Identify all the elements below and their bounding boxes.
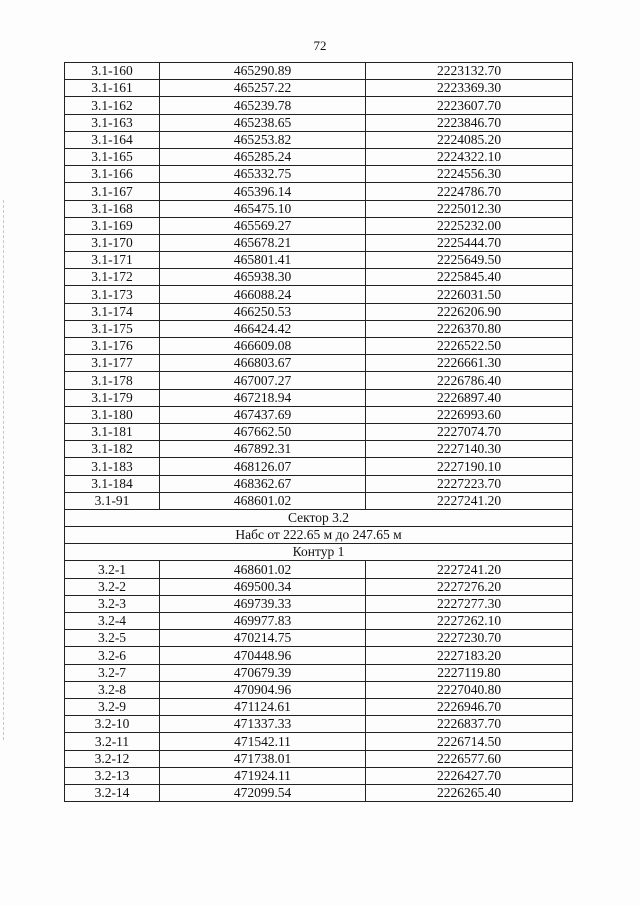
x-coordinate-cell: 467007.27 — [160, 372, 366, 389]
y-coordinate-cell: 2224085.20 — [366, 131, 573, 148]
point-id-cell: 3.2-4 — [65, 613, 160, 630]
x-coordinate-cell: 470214.75 — [160, 630, 366, 647]
sector-subtitle: Набс от 222.65 м до 247.65 м — [65, 527, 573, 544]
table-row — [65, 63, 573, 80]
table-row — [65, 423, 573, 440]
table-row — [65, 234, 573, 251]
point-id-cell: 3.1-178 — [65, 372, 160, 389]
x-coordinate-cell: 466424.42 — [160, 320, 366, 337]
x-coordinate-cell: 468601.02 — [160, 492, 366, 509]
point-id-cell: 3.2-13 — [65, 767, 160, 784]
table-row — [65, 647, 573, 664]
point-id-cell: 3.2-5 — [65, 630, 160, 647]
y-coordinate-cell: 2223846.70 — [366, 114, 573, 131]
x-coordinate-cell: 466803.67 — [160, 355, 366, 372]
point-id-cell: 3.1-181 — [65, 423, 160, 440]
point-id-cell: 3.1-170 — [65, 234, 160, 251]
y-coordinate-cell: 2227241.20 — [366, 492, 573, 509]
y-coordinate-cell: 2226577.60 — [366, 750, 573, 767]
sector-header — [65, 509, 573, 561]
y-coordinate-cell: 2227190.10 — [366, 458, 573, 475]
y-coordinate-cell: 2224786.70 — [366, 183, 573, 200]
point-id-cell: 3.2-8 — [65, 681, 160, 698]
y-coordinate-cell: 2225649.50 — [366, 252, 573, 269]
table-row — [65, 784, 573, 801]
y-coordinate-cell: 2225012.30 — [366, 200, 573, 217]
x-coordinate-cell: 468362.67 — [160, 475, 366, 492]
y-coordinate-cell: 2226897.40 — [366, 389, 573, 406]
x-coordinate-cell: 465238.65 — [160, 114, 366, 131]
point-id-cell: 3.1-167 — [65, 183, 160, 200]
x-coordinate-cell: 471542.11 — [160, 733, 366, 750]
y-coordinate-cell: 2226522.50 — [366, 338, 573, 355]
x-coordinate-cell: 466088.24 — [160, 286, 366, 303]
point-id-cell: 3.1-169 — [65, 217, 160, 234]
table-row — [65, 303, 573, 320]
table-row — [65, 217, 573, 234]
table-row — [65, 441, 573, 458]
point-id-cell: 3.2-12 — [65, 750, 160, 767]
x-coordinate-cell: 467662.50 — [160, 423, 366, 440]
point-id-cell: 3.1-91 — [65, 492, 160, 509]
table-section-3-2 — [65, 561, 573, 802]
table-row — [65, 458, 573, 475]
x-coordinate-cell: 471337.33 — [160, 716, 366, 733]
table-row — [65, 372, 573, 389]
point-id-cell: 3.2-11 — [65, 733, 160, 750]
y-coordinate-cell: 2227241.20 — [366, 561, 573, 578]
point-id-cell: 3.1-164 — [65, 131, 160, 148]
contour-label: Контур 1 — [65, 544, 573, 561]
table-row — [65, 664, 573, 681]
y-coordinate-cell: 2227119.80 — [366, 664, 573, 681]
x-coordinate-cell: 465253.82 — [160, 131, 366, 148]
y-coordinate-cell: 2226427.70 — [366, 767, 573, 784]
point-id-cell: 3.2-14 — [65, 784, 160, 801]
y-coordinate-cell: 2227183.20 — [366, 647, 573, 664]
point-id-cell: 3.2-6 — [65, 647, 160, 664]
x-coordinate-cell: 465239.78 — [160, 97, 366, 114]
x-coordinate-cell: 467892.31 — [160, 441, 366, 458]
contour-row — [65, 544, 573, 561]
y-coordinate-cell: 2227230.70 — [366, 630, 573, 647]
y-coordinate-cell: 2226661.30 — [366, 355, 573, 372]
point-id-cell: 3.2-7 — [65, 664, 160, 681]
x-coordinate-cell: 465332.75 — [160, 166, 366, 183]
y-coordinate-cell: 2223607.70 — [366, 97, 573, 114]
y-coordinate-cell: 2225232.00 — [366, 217, 573, 234]
table-row — [65, 595, 573, 612]
x-coordinate-cell: 469500.34 — [160, 578, 366, 595]
sector-subtitle-row — [65, 527, 573, 544]
x-coordinate-cell: 465396.14 — [160, 183, 366, 200]
point-id-cell: 3.1-162 — [65, 97, 160, 114]
point-id-cell: 3.1-174 — [65, 303, 160, 320]
table-row — [65, 286, 573, 303]
point-id-cell: 3.1-172 — [65, 269, 160, 286]
x-coordinate-cell: 465678.21 — [160, 234, 366, 251]
y-coordinate-cell: 2227277.30 — [366, 595, 573, 612]
sector-title: Сектор 3.2 — [65, 509, 573, 526]
y-coordinate-cell: 2227276.20 — [366, 578, 573, 595]
point-id-cell: 3.1-183 — [65, 458, 160, 475]
table-row — [65, 716, 573, 733]
x-coordinate-cell: 468126.07 — [160, 458, 366, 475]
table-row — [65, 406, 573, 423]
table-row — [65, 767, 573, 784]
x-coordinate-cell: 465938.30 — [160, 269, 366, 286]
table-row — [65, 681, 573, 698]
table-row — [65, 338, 573, 355]
x-coordinate-cell: 470679.39 — [160, 664, 366, 681]
x-coordinate-cell: 469739.33 — [160, 595, 366, 612]
table-row — [65, 492, 573, 509]
point-id-cell: 3.1-184 — [65, 475, 160, 492]
table-row — [65, 320, 573, 337]
point-id-cell: 3.1-171 — [65, 252, 160, 269]
y-coordinate-cell: 2226714.50 — [366, 733, 573, 750]
x-coordinate-cell: 471124.61 — [160, 698, 366, 715]
x-coordinate-cell: 470448.96 — [160, 647, 366, 664]
y-coordinate-cell: 2227040.80 — [366, 681, 573, 698]
table-row — [65, 698, 573, 715]
x-coordinate-cell: 466250.53 — [160, 303, 366, 320]
point-id-cell: 3.2-9 — [65, 698, 160, 715]
y-coordinate-cell: 2223369.30 — [366, 80, 573, 97]
point-id-cell: 3.2-3 — [65, 595, 160, 612]
table-row — [65, 200, 573, 217]
y-coordinate-cell: 2226993.60 — [366, 406, 573, 423]
point-id-cell: 3.1-163 — [65, 114, 160, 131]
x-coordinate-cell: 465475.10 — [160, 200, 366, 217]
table-row — [65, 733, 573, 750]
page-number: 72 — [313, 38, 327, 53]
table-row — [65, 613, 573, 630]
table-row — [65, 114, 573, 131]
table-row — [65, 97, 573, 114]
table-row — [65, 252, 573, 269]
point-id-cell: 3.1-160 — [65, 63, 160, 80]
x-coordinate-cell: 468601.02 — [160, 561, 366, 578]
table-row — [65, 475, 573, 492]
y-coordinate-cell: 2227223.70 — [366, 475, 573, 492]
x-coordinate-cell: 467437.69 — [160, 406, 366, 423]
y-coordinate-cell: 2227262.10 — [366, 613, 573, 630]
y-coordinate-cell: 2226370.80 — [366, 320, 573, 337]
coordinates-table — [64, 62, 573, 802]
y-coordinate-cell: 2227074.70 — [366, 423, 573, 440]
table-row — [65, 183, 573, 200]
x-coordinate-cell: 471924.11 — [160, 767, 366, 784]
x-coordinate-cell: 465801.41 — [160, 252, 366, 269]
table-row — [65, 750, 573, 767]
x-coordinate-cell: 465569.27 — [160, 217, 366, 234]
point-id-cell: 3.2-10 — [65, 716, 160, 733]
table-row — [65, 269, 573, 286]
point-id-cell: 3.1-175 — [65, 320, 160, 337]
point-id-cell: 3.1-176 — [65, 338, 160, 355]
table-row — [65, 166, 573, 183]
table-row — [65, 561, 573, 578]
y-coordinate-cell: 2225444.70 — [366, 234, 573, 251]
table-row — [65, 389, 573, 406]
x-coordinate-cell: 467218.94 — [160, 389, 366, 406]
table-row — [65, 148, 573, 165]
scan-margin-line — [3, 200, 5, 740]
x-coordinate-cell: 470904.96 — [160, 681, 366, 698]
point-id-cell: 3.1-173 — [65, 286, 160, 303]
point-id-cell: 3.1-165 — [65, 148, 160, 165]
x-coordinate-cell: 472099.54 — [160, 784, 366, 801]
table-section-3-1 — [65, 63, 573, 510]
y-coordinate-cell: 2225845.40 — [366, 269, 573, 286]
table-row — [65, 630, 573, 647]
point-id-cell: 3.1-161 — [65, 80, 160, 97]
x-coordinate-cell: 465290.89 — [160, 63, 366, 80]
x-coordinate-cell: 471738.01 — [160, 750, 366, 767]
sector-title-row — [65, 509, 573, 526]
y-coordinate-cell: 2224556.30 — [366, 166, 573, 183]
y-coordinate-cell: 2226265.40 — [366, 784, 573, 801]
point-id-cell: 3.1-177 — [65, 355, 160, 372]
point-id-cell: 3.1-168 — [65, 200, 160, 217]
x-coordinate-cell: 465257.22 — [160, 80, 366, 97]
point-id-cell: 3.1-182 — [65, 441, 160, 458]
point-id-cell: 3.1-180 — [65, 406, 160, 423]
point-id-cell: 3.1-179 — [65, 389, 160, 406]
x-coordinate-cell: 465285.24 — [160, 148, 366, 165]
table-row — [65, 355, 573, 372]
y-coordinate-cell: 2226946.70 — [366, 698, 573, 715]
y-coordinate-cell: 2224322.10 — [366, 148, 573, 165]
y-coordinate-cell: 2227140.30 — [366, 441, 573, 458]
x-coordinate-cell: 466609.08 — [160, 338, 366, 355]
y-coordinate-cell: 2226206.90 — [366, 303, 573, 320]
point-id-cell: 3.2-1 — [65, 561, 160, 578]
table-row — [65, 80, 573, 97]
y-coordinate-cell: 2226837.70 — [366, 716, 573, 733]
y-coordinate-cell: 2226786.40 — [366, 372, 573, 389]
table-row — [65, 131, 573, 148]
y-coordinate-cell: 2223132.70 — [366, 63, 573, 80]
point-id-cell: 3.2-2 — [65, 578, 160, 595]
point-id-cell: 3.1-166 — [65, 166, 160, 183]
x-coordinate-cell: 469977.83 — [160, 613, 366, 630]
table-row — [65, 578, 573, 595]
y-coordinate-cell: 2226031.50 — [366, 286, 573, 303]
